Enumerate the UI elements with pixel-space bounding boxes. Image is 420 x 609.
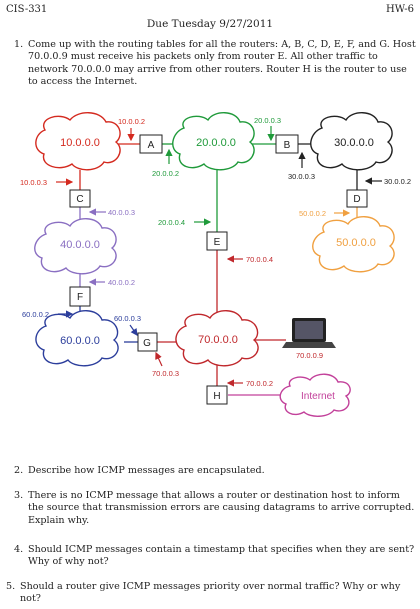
question-text: Should a router give ICMP messages priority over normal traffic? Why or why not? [20,581,401,605]
due-date: Due Tuesday 9/27/2011 [146,18,274,30]
interface-label: 20.0.0.4 [158,218,186,227]
router-label: C [76,194,84,205]
router-label: A [147,140,155,151]
interface-label: 30.0.0.3 [288,172,316,181]
question-5 [6,581,414,607]
question-number: 2. [14,465,24,476]
cloud-70 [176,311,258,366]
network-label: Internet [301,391,335,402]
question-text: Come up with the routing tables for all the routers: A, B, C, D, E, F, and G. Host 70.0.0.9 must receive his packets only from router E. All other traffic to network 70.0.0.0 may arrive from other routers. Router H is the router to use to access the Internet. [28,39,416,88]
question-number: 4. [14,544,24,555]
network-label: 40.0.0.0 [60,239,100,251]
question-text: There is no ICMP message that allows a router or destination host to inform the source that transmission errors are causing datagrams to arrive corrupted. Explain why. [28,490,415,526]
interface-label: 50.0.0.2 [299,209,327,218]
question-number: 1. [14,39,24,50]
cloud-50 [313,217,394,272]
interface-label: 70.0.0.4 [246,255,274,264]
router-label: F [76,292,84,303]
router-g [138,333,157,351]
router-label: G [143,338,151,349]
question-text: Should ICMP messages contain a timestamp that specifies when they are sent? Why of why not? [28,544,415,568]
host-ip: 70.0.0.9 [296,351,324,360]
router-h [207,386,227,404]
course-code: CIS-331 [6,4,48,15]
interface-label: 60.0.0.3 [114,314,142,323]
router-label: D [353,194,361,205]
network-label: 70.0.0.0 [198,334,238,346]
question-text: Describe how ICMP messages are encapsulated. [28,465,265,476]
question-3 [14,490,414,530]
cloud-10 [36,113,120,170]
interface-label: 60.0.0.2 [22,310,50,319]
cloud-30 [311,113,392,170]
network-label: 10.0.0.0 [60,137,100,149]
router-b [276,135,298,153]
network-label: 60.0.0.0 [60,335,100,347]
router-f [70,287,90,306]
interface-label: 70.0.0.2 [246,379,274,388]
laptop-icon [282,318,336,348]
question-2 [14,465,414,479]
interface-label: 10.0.0.2 [118,117,146,126]
question-number: 3. [14,490,24,501]
router-label: B [283,140,291,151]
cloud-40 [35,219,116,274]
router-e [207,232,227,250]
interface-label: 40.0.0.2 [108,278,136,287]
interface-label: 40.0.0.3 [108,208,136,217]
interface-label: 20.0.0.2 [152,169,180,178]
cloud-internet [280,374,350,416]
interface-label: 70.0.0.3 [152,369,180,378]
question-number: 5. [6,581,16,592]
router-label: H [213,391,221,402]
router-a [140,135,162,153]
interface-label: 10.0.0.3 [20,178,48,187]
question-4 [14,544,414,570]
interface-label: 20.0.0.3 [254,116,282,125]
network-label: 50.0.0.0 [336,237,376,249]
cloud-20 [173,113,254,170]
network-label: 20.0.0.0 [196,137,236,149]
network-label: 30.0.0.0 [334,137,374,149]
router-label: E [213,237,221,248]
router-d [347,190,367,207]
interface-label: 30.0.0.2 [384,177,412,186]
assignment-number: HW-6 [385,4,414,15]
router-c [70,190,90,207]
